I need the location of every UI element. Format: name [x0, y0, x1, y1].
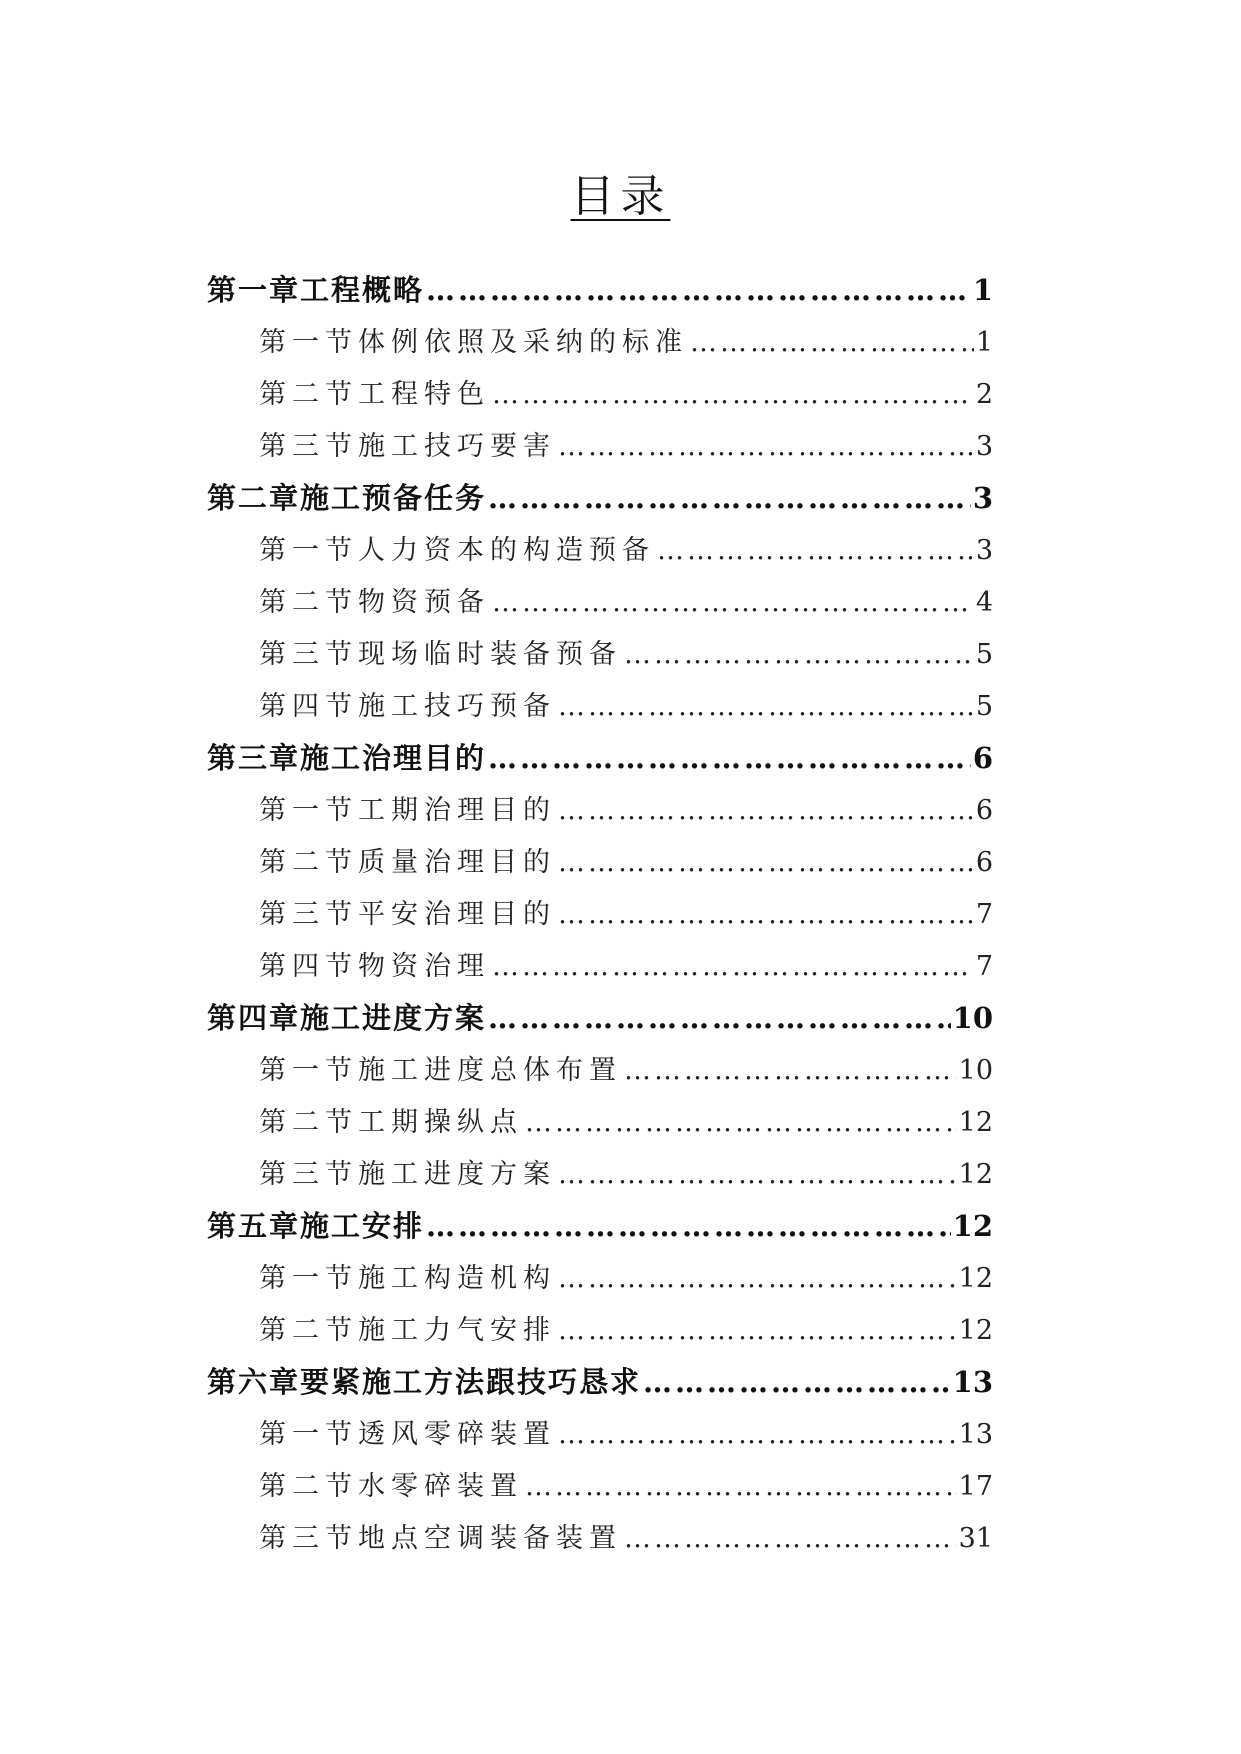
toc-chapter-entry[interactable]: [207, 1204, 993, 1256]
toc-entry-label: 第四节物资治理: [259, 951, 490, 982]
toc-page-number: 1: [975, 327, 993, 358]
dot-leader: [643, 1365, 951, 1399]
toc-section-entry[interactable]: [207, 788, 993, 840]
table-of-contents: [207, 268, 993, 1568]
toc-page-number: 3: [975, 535, 993, 566]
toc-entry-label: 第一节工期治理目的: [259, 795, 556, 826]
dot-leader: [525, 1107, 957, 1138]
toc-page-number: 6: [972, 741, 993, 775]
toc-entry-label: 第六章要紧施工方法跟技巧恳求: [207, 1365, 642, 1399]
toc-title-container: [0, 160, 1241, 224]
dot-leader: [624, 1055, 957, 1086]
page-title: 目录: [570, 171, 671, 222]
toc-section-entry[interactable]: [207, 424, 993, 476]
toc-entry-label: 第三节现场临时装备预备: [259, 639, 622, 670]
toc-section-entry[interactable]: [207, 632, 993, 684]
toc-entry-label: 第四节施工技巧预备: [259, 691, 556, 722]
toc-section-entry[interactable]: [207, 1048, 993, 1100]
toc-section-entry[interactable]: [207, 580, 993, 632]
dot-leader: [558, 431, 974, 462]
toc-entry-label: 第一节施工进度总体布置: [259, 1055, 622, 1086]
toc-section-entry[interactable]: [207, 944, 993, 996]
toc-section-entry[interactable]: [207, 1308, 993, 1360]
dot-leader: [558, 847, 974, 878]
dot-leader: [488, 741, 971, 775]
toc-entry-label: 第一节体例依照及采纳的标准: [259, 327, 688, 358]
toc-entry-label: 第二节物资预备: [259, 587, 490, 618]
toc-page-number: 2: [975, 379, 993, 410]
toc-page-number: 31: [958, 1523, 993, 1554]
toc-section-entry[interactable]: [207, 892, 993, 944]
toc-section-entry[interactable]: [207, 1100, 993, 1152]
toc-page-number: 6: [975, 795, 993, 826]
toc-page-number: 12: [958, 1263, 993, 1294]
dot-leader: [558, 795, 974, 826]
toc-entry-label: 第三节平安治理目的: [259, 899, 556, 930]
dot-leader: [426, 1209, 951, 1243]
toc-chapter-entry[interactable]: [207, 736, 993, 788]
toc-page-number: 10: [958, 1055, 993, 1086]
dot-leader: [558, 1315, 957, 1346]
dot-leader: [488, 481, 971, 515]
toc-page-number: 12: [958, 1107, 993, 1138]
dot-leader: [624, 1523, 957, 1554]
dot-leader: [492, 379, 974, 410]
dot-leader: [426, 273, 971, 307]
toc-entry-label: 第二节质量治理目的: [259, 847, 556, 878]
toc-section-entry[interactable]: [207, 1464, 993, 1516]
toc-entry-label: 第二节施工力气安排: [259, 1315, 556, 1346]
toc-chapter-entry[interactable]: [207, 1360, 993, 1412]
dot-leader: [492, 951, 974, 982]
dot-leader: [488, 1001, 951, 1035]
dot-leader: [492, 587, 974, 618]
dot-leader: [657, 535, 974, 566]
toc-page-number: 13: [952, 1365, 993, 1399]
toc-section-entry[interactable]: [207, 1412, 993, 1464]
dot-leader: [624, 639, 974, 670]
toc-entry-label: 第一节人力资本的构造预备: [259, 535, 655, 566]
toc-section-entry[interactable]: [207, 684, 993, 736]
toc-page-number: 3: [972, 481, 993, 515]
toc-entry-label: 第一节施工构造机构: [259, 1263, 556, 1294]
dot-leader: [525, 1471, 957, 1502]
toc-page-number: 17: [958, 1471, 993, 1502]
toc-entry-label: 第一章工程概略: [207, 273, 425, 307]
toc-page-number: 3: [975, 431, 993, 462]
toc-page-number: 7: [975, 951, 993, 982]
toc-page-number: 4: [975, 587, 993, 618]
toc-entry-label: 第三节施工技巧要害: [259, 431, 556, 462]
toc-entry-label: 第三章施工治理目的: [207, 741, 487, 775]
toc-page-number: 10: [952, 1001, 993, 1035]
toc-section-entry[interactable]: [207, 372, 993, 424]
toc-entry-label: 第三节地点空调装备装置: [259, 1523, 622, 1554]
toc-section-entry[interactable]: [207, 1152, 993, 1204]
toc-page-number: 12: [958, 1315, 993, 1346]
dot-leader: [558, 1419, 957, 1450]
toc-section-entry[interactable]: [207, 320, 993, 372]
dot-leader: [558, 1263, 957, 1294]
toc-entry-label: 第一节透风零碎装置: [259, 1419, 556, 1450]
toc-entry-label: 第三节施工进度方案: [259, 1159, 556, 1190]
toc-page-number: 5: [975, 639, 993, 670]
toc-entry-label: 第二节工期操纵点: [259, 1107, 523, 1138]
dot-leader: [690, 327, 974, 358]
dot-leader: [558, 1159, 957, 1190]
toc-chapter-entry[interactable]: [207, 268, 993, 320]
toc-page-number: 12: [952, 1209, 993, 1243]
toc-entry-label: 第二章施工预备任务: [207, 481, 487, 515]
toc-page-number: 5: [975, 691, 993, 722]
toc-entry-label: 第二节工程特色: [259, 379, 490, 410]
toc-entry-label: 第四章施工进度方案: [207, 1001, 487, 1035]
toc-entry-label: 第二节水零碎装置: [259, 1471, 523, 1502]
dot-leader: [558, 691, 974, 722]
toc-section-entry[interactable]: [207, 528, 993, 580]
toc-page-number: 13: [958, 1419, 993, 1450]
toc-section-entry[interactable]: [207, 1516, 993, 1568]
toc-page-number: 12: [958, 1159, 993, 1190]
toc-entry-label: 第五章施工安排: [207, 1209, 425, 1243]
toc-section-entry[interactable]: [207, 840, 993, 892]
dot-leader: [558, 899, 974, 930]
toc-chapter-entry[interactable]: [207, 476, 993, 528]
toc-page-number: 1: [972, 273, 993, 307]
toc-page-number: 6: [975, 847, 993, 878]
toc-chapter-entry[interactable]: [207, 996, 993, 1048]
toc-section-entry[interactable]: [207, 1256, 993, 1308]
toc-page-number: 7: [975, 899, 993, 930]
